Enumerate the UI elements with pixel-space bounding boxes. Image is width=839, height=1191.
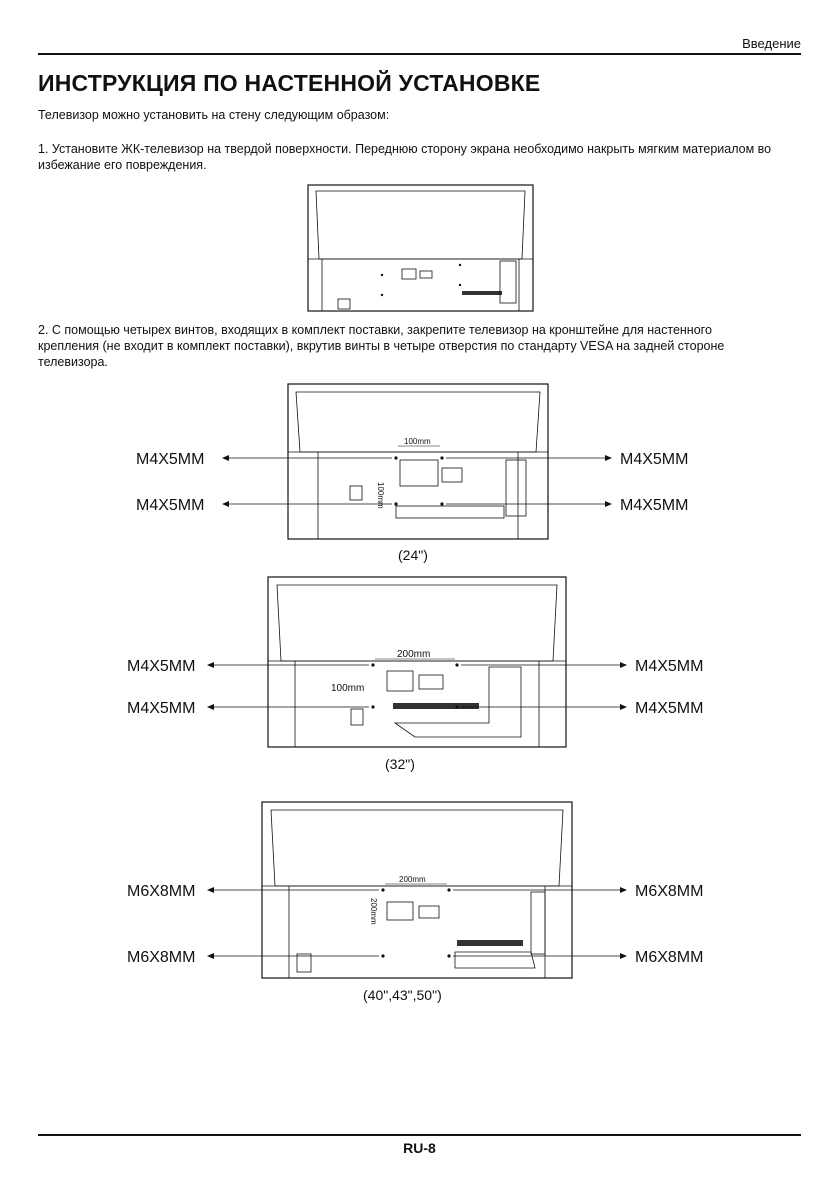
tv-40-caption: (40",43",50")	[363, 987, 442, 1003]
page-title: ИНСТРУКЦИЯ ПО НАСТЕННОЙ УСТАНОВКЕ	[38, 70, 541, 96]
step-2-text: 2. С помощью четырех винтов, входящих в комплект поставки, закрепите телевизор на кронштейне для настенного крепления (не входит в комплект поставки), вкрутив винты в четыре отверстия по стандарту VESA на задней стороне телевизора.	[38, 323, 725, 369]
tv-40-v-spacing: 200mm	[369, 898, 378, 925]
tv-32-drawing	[125, 575, 725, 775]
tv-24-v-spacing: 100mm	[376, 482, 385, 509]
tv-24-screw-top-left: M4X5MM	[136, 451, 205, 468]
section-label: Введение	[742, 36, 801, 51]
tv-40-screw-bottom-right: M6X8MM	[635, 949, 704, 966]
tv-32-caption: (32")	[385, 756, 415, 772]
tv-24-h-spacing: 100mm	[404, 437, 431, 446]
tv-24-drawing	[130, 382, 720, 567]
intro-text: Телевизор можно установить на стену следующим образом:	[38, 108, 390, 122]
tv-32-screw-top-right: M4X5MM	[635, 658, 704, 675]
tv-40-h-spacing: 200mm	[399, 875, 426, 884]
page-number: RU-8	[403, 1140, 436, 1156]
tv-32-screw-bottom-right: M4X5MM	[635, 700, 704, 717]
footer-rule	[38, 1134, 801, 1136]
tv-24-screw-bottom-right: M4X5MM	[620, 497, 689, 514]
tv-24-screw-top-right: M4X5MM	[620, 451, 689, 468]
tv-40-drawing	[125, 798, 725, 1008]
tv-40-screw-top-left: M6X8MM	[127, 883, 196, 900]
tv-24-caption: (24")	[398, 547, 428, 563]
tv-facedown-figure	[300, 183, 540, 315]
tv-24-figure	[130, 382, 720, 567]
tv-40-figure	[125, 798, 725, 1008]
tv-32-figure	[125, 575, 725, 775]
tv-facedown-drawing	[300, 183, 540, 315]
tv-32-screw-top-left: M4X5MM	[127, 658, 196, 675]
tv-40-screw-bottom-left: M6X8MM	[127, 949, 196, 966]
header-rule	[38, 53, 801, 55]
tv-32-screw-bottom-left: M4X5MM	[127, 700, 196, 717]
tv-40-screw-top-right: M6X8MM	[635, 883, 704, 900]
tv-32-v-spacing: 100mm	[331, 683, 365, 694]
step-1-text: 1. Установите ЖК-телевизор на твердой поверхности. Переднюю сторону экрана необходимо накрыть мягким материалом во избежание его повреждения.	[38, 142, 772, 172]
tv-32-h-spacing: 200mm	[397, 649, 431, 660]
tv-24-screw-bottom-left: M4X5MM	[136, 497, 205, 514]
